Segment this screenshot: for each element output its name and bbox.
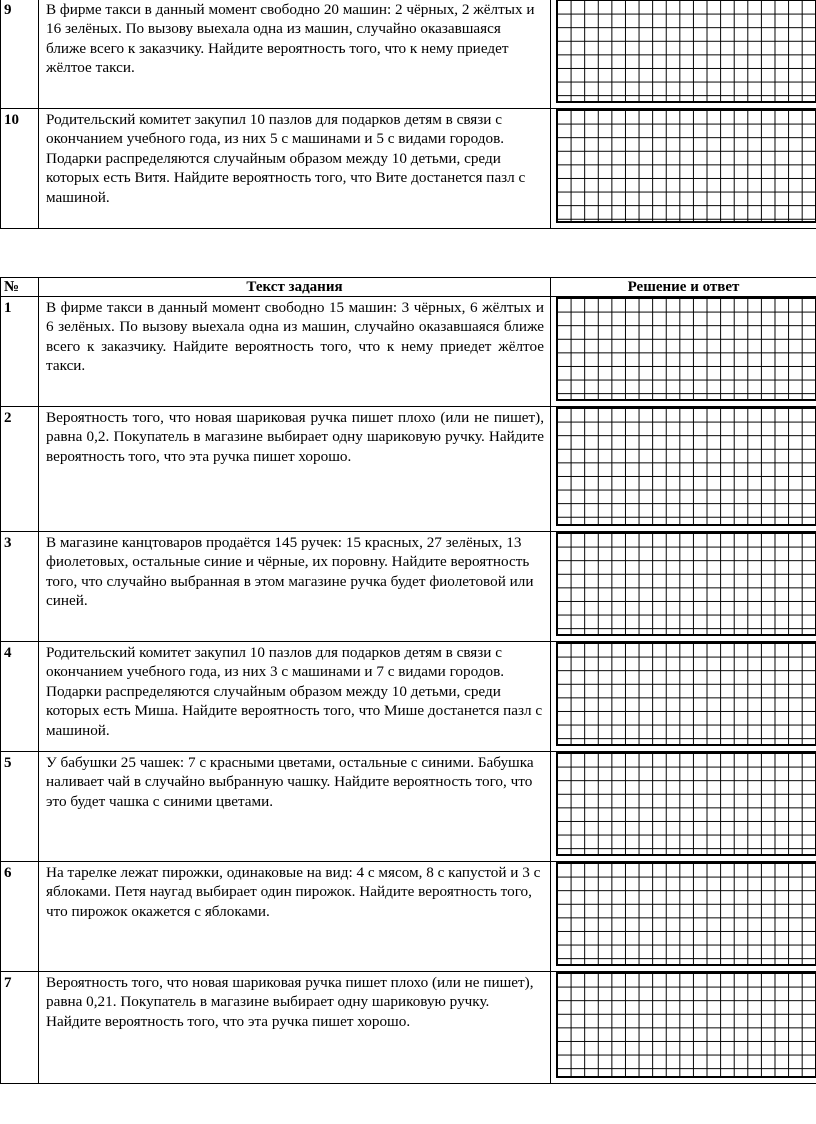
header-task-text: Текст задания — [39, 278, 551, 297]
task-text: В фирме такси в данный момент свободно 15 машин: 3 чёрных, 6 жёлтых и 6 зелёных. По вызову выехала одна из машин, случайно оказавшаяся ближе всего к заказчику. Найдите вероятность того, что к нему приедет жёлтое такси. — [39, 297, 551, 407]
task-number: 7 — [1, 972, 39, 1084]
table-row — [1, 752, 816, 862]
table-row — [1, 109, 816, 229]
task-number: 1 — [1, 297, 39, 407]
task-number: 6 — [1, 862, 39, 972]
main-task-table — [0, 277, 816, 1084]
solution-grid[interactable] — [551, 532, 816, 642]
task-text: На тарелке лежат пирожки, одинаковые на вид: 4 с мясом, 8 с капустой и 3 с яблоками. Петя наугад выбирает один пирожок. Найдите вероятность того, что пирожок окажется с яблоками. — [39, 862, 551, 972]
task-text: Родительский комитет закупил 10 пазлов для подарков детям в связи с окончанием учебного года, из них 5 с машинами и 5 с видами городов. Подарки распределяются случайным образом между 10 детьми, среди которых есть Витя. Найдите вероятность того, что Вите достанется пазл с машиной. — [39, 109, 551, 229]
solution-grid[interactable] — [551, 297, 816, 407]
task-number: 10 — [1, 109, 39, 229]
table-header-row — [1, 278, 816, 297]
task-number: 4 — [1, 642, 39, 752]
task-number: 2 — [1, 407, 39, 532]
task-text: У бабушки 25 чашек: 7 с красными цветами, остальные с синими. Бабушка наливает чай в случайно выбранную чашку. Найдите вероятность того, что это будет чашка с синими цветами. — [39, 752, 551, 862]
solution-grid[interactable] — [551, 752, 816, 862]
task-number: 9 — [1, 0, 39, 109]
table-row — [1, 532, 816, 642]
solution-grid[interactable] — [551, 642, 816, 752]
table-row — [1, 0, 816, 109]
task-text: В фирме такси в данный момент свободно 20 машин: 2 чёрных, 2 жёлтых и 16 зелёных. По вызову выехала одна из машин, случайно оказавшаяся ближе всего к заказчику. Найдите вероятность того, что к нему приедет жёлтое такси. — [39, 0, 551, 109]
header-solution: Решение и ответ — [551, 278, 816, 297]
solution-grid[interactable] — [551, 109, 816, 229]
task-number: 3 — [1, 532, 39, 642]
solution-grid[interactable] — [551, 862, 816, 972]
table-row — [1, 972, 816, 1084]
table-row — [1, 407, 816, 532]
task-text: Вероятность того, что новая шариковая ручка пишет плохо (или не пишет), равна 0,2. Покупатель в магазине выбирает одну шариковую ручку. Найдите вероятность того, что эта ручка пишет хорошо. — [39, 407, 551, 532]
header-number: № — [1, 278, 39, 297]
task-number: 5 — [1, 752, 39, 862]
top-task-table — [0, 0, 816, 229]
table-row — [1, 862, 816, 972]
solution-grid[interactable] — [551, 972, 816, 1084]
table-row — [1, 297, 816, 407]
task-text: Вероятность того, что новая шариковая ручка пишет плохо (или не пишет), равна 0,21. Покупатель в магазине выбирает одну шариковую ручку. Найдите вероятность того, что эта ручка пишет хорошо. — [39, 972, 551, 1084]
table-row — [1, 642, 816, 752]
solution-grid[interactable] — [551, 407, 816, 532]
task-text: Родительский комитет закупил 10 пазлов для подарков детям в связи с окончанием учебного года, из них 3 с машинами и 7 с видами городов. Подарки распределяются случайным образом между 10 детьми, среди которых есть Миша. Найдите вероятность того, что Мише достанется пазл с машиной. — [39, 642, 551, 752]
task-text: В магазине канцтоваров продаётся 145 ручек: 15 красных, 27 зелёных, 13 фиолетовых, остальные синие и чёрные, их поровну. Найдите вероятность того, что случайно выбранная в этом магазине ручка будет фиолетовой или синей. — [39, 532, 551, 642]
solution-grid[interactable] — [551, 0, 816, 109]
